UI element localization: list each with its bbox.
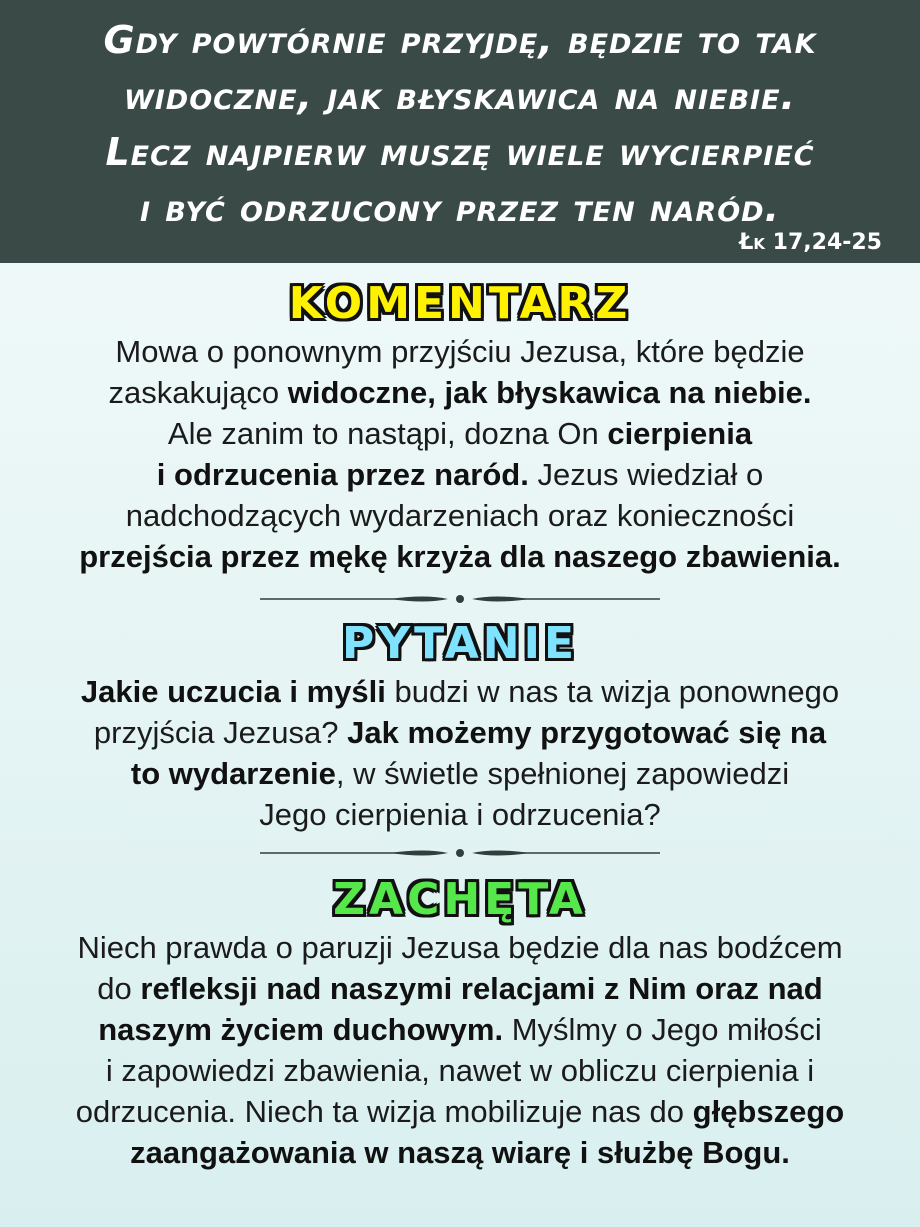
text-line xyxy=(0,536,920,577)
text-span: nadchodzących wydarzeniach oraz konieczności xyxy=(125,498,795,533)
komentarz-section xyxy=(0,279,920,577)
text-line xyxy=(0,1091,920,1132)
text-span: budzi w nas ta wizja ponownego xyxy=(385,674,840,709)
verse-reference: Łk 17,24-25 xyxy=(739,230,882,255)
text-line xyxy=(0,968,920,1009)
text-span: Jezus wiedział o xyxy=(528,457,764,492)
text-span: Ale zanim to nastąpi, dozna On xyxy=(167,416,608,451)
komentarz-text xyxy=(0,331,920,577)
text-line xyxy=(0,413,920,454)
bold-text: Jakie uczucia i myśli xyxy=(80,674,386,709)
text-line xyxy=(0,454,920,495)
text-span: Niech prawda o paruzji Jezusa będzie dla nas bodźcem xyxy=(77,930,843,965)
text-line xyxy=(0,1050,920,1091)
bold-text: przejścia przez mękę krzyża dla naszego zbawienia. xyxy=(79,539,841,574)
bold-text: głębszego xyxy=(692,1094,845,1129)
ornament-divider xyxy=(0,591,920,607)
text-span: odrzucenia. Niech ta wizja mobilizuje nas do xyxy=(75,1094,693,1129)
komentarz-heading: KOMENTARZ xyxy=(288,278,632,329)
ornament-divider-icon xyxy=(260,591,660,607)
text-line xyxy=(0,753,920,794)
bold-text: zaangażowania w naszą wiarę i służbę Bogu. xyxy=(130,1135,790,1170)
text-span: , w świetle spełnionej zapowiedzi xyxy=(335,756,790,791)
zacheta-text xyxy=(0,927,920,1173)
text-line xyxy=(0,671,920,712)
text-line xyxy=(0,331,920,372)
text-line xyxy=(0,1009,920,1050)
verse-header xyxy=(0,0,920,263)
bold-text: widoczne, jak błyskawica na niebie. xyxy=(287,375,812,410)
bold-text: i odrzucenia przez naród. xyxy=(156,457,529,492)
text-line xyxy=(0,927,920,968)
zacheta-section xyxy=(0,875,920,1173)
pytanie-section xyxy=(0,619,920,835)
verse-quote xyxy=(0,12,920,236)
text-span: Myślmy o Jego miłości xyxy=(503,1012,822,1047)
text-span: do xyxy=(97,971,141,1006)
text-line xyxy=(0,372,920,413)
text-span: i zapowiedzi zbawienia, nawet w obliczu cierpienia i xyxy=(105,1053,815,1088)
ornament-divider xyxy=(0,845,920,861)
bold-text: Jak możemy przygotować się na xyxy=(347,715,827,750)
text-line xyxy=(0,712,920,753)
pytanie-text xyxy=(0,671,920,835)
verse-line: Gdy powtórnie przyjdę, będzie to tak xyxy=(103,18,817,62)
bold-text: to wydarzenie xyxy=(130,756,336,791)
text-line xyxy=(0,794,920,835)
pytanie-heading: PYTANIE xyxy=(341,618,578,669)
text-span: Jego cierpienia i odrzucenia? xyxy=(259,797,661,832)
text-line xyxy=(0,495,920,536)
bold-text: naszym życiem duchowym. xyxy=(98,1012,504,1047)
text-line xyxy=(0,1132,920,1173)
text-span: przyjścia Jezusa? xyxy=(93,715,348,750)
zacheta-heading: ZACHĘTA xyxy=(333,874,587,925)
verse-line: widoczne, jak błyskawica na niebie. xyxy=(123,74,796,118)
bold-text: cierpienia xyxy=(607,416,753,451)
bold-text: refleksji nad naszymi relacjami z Nim oraz nad xyxy=(140,971,823,1006)
ornament-divider-icon xyxy=(260,845,660,861)
verse-line: Lecz najpierw muszę wiele wycierpieć xyxy=(105,130,815,174)
text-span: Mowa o ponownym przyjściu Jezusa, które będzie xyxy=(115,334,805,369)
text-span: zaskakująco xyxy=(108,375,288,410)
verse-line: i być odrzucony przez ten naród. xyxy=(140,186,780,230)
